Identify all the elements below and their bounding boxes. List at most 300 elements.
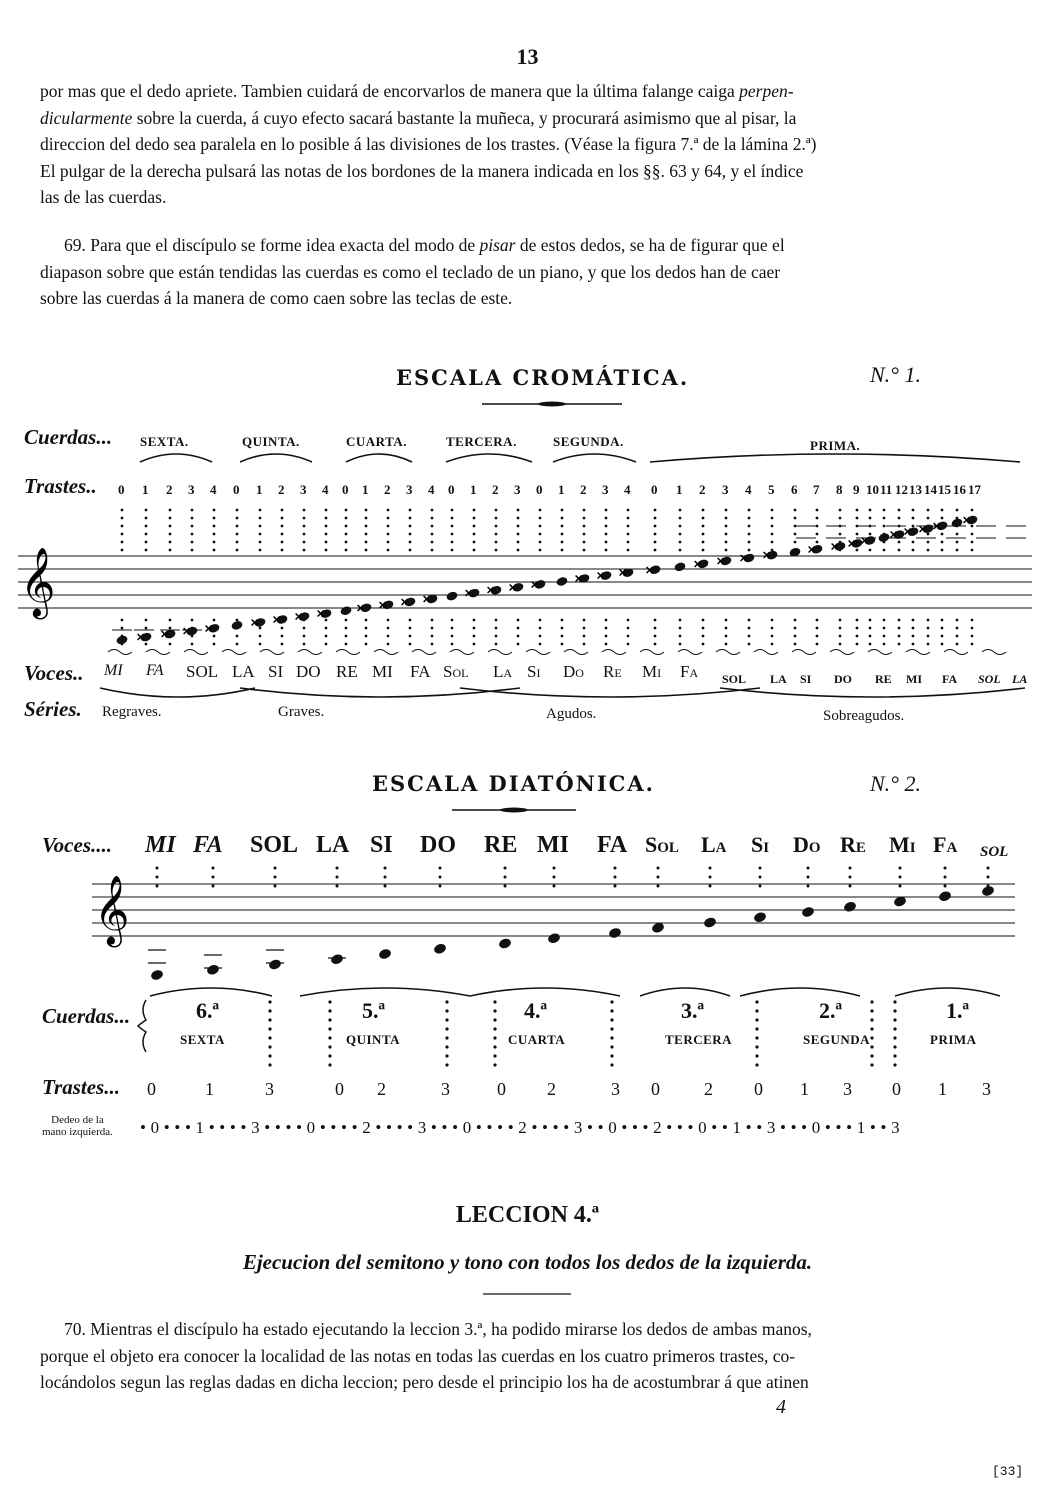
accidental: ✕ (204, 623, 214, 636)
fret-number: 1 (142, 482, 149, 497)
dot (856, 627, 859, 630)
dot (145, 525, 148, 528)
dot (561, 549, 564, 552)
dot (605, 509, 608, 512)
dot (927, 635, 930, 638)
dot (268, 1045, 271, 1048)
dot (303, 525, 306, 528)
dot (583, 509, 586, 512)
voice-name: Mi (642, 662, 662, 681)
voice-name: RE (336, 662, 358, 681)
note-head (268, 958, 282, 971)
dot (409, 541, 412, 544)
fret-number: 3 (300, 482, 307, 497)
note-head (230, 620, 243, 631)
dot (259, 525, 262, 528)
dot (748, 643, 751, 646)
dot (473, 533, 476, 536)
dot (121, 509, 124, 512)
string-name: PRIMA. (810, 438, 861, 453)
dot (325, 509, 328, 512)
dot (794, 541, 797, 544)
dot (409, 525, 412, 528)
dot (493, 1018, 496, 1021)
voice-name: SOL (978, 672, 1001, 686)
dot (365, 541, 368, 544)
dot (191, 549, 194, 552)
dot (387, 627, 390, 630)
dot (702, 517, 705, 520)
accidental: ✕ (160, 629, 170, 642)
dot (445, 1009, 448, 1012)
dot (345, 533, 348, 536)
ornament (830, 650, 854, 655)
note-head (555, 576, 568, 587)
dot (893, 1009, 896, 1012)
dot (748, 549, 751, 552)
accidental: ✕ (294, 611, 304, 624)
dot (794, 643, 797, 646)
note-head (498, 937, 512, 950)
voice-name: Re (603, 662, 622, 681)
dot (495, 549, 498, 552)
dot (883, 635, 886, 638)
dot (281, 541, 284, 544)
note-head (703, 916, 717, 929)
voice-name: LA (770, 672, 787, 686)
dot (212, 876, 215, 879)
dot (169, 541, 172, 544)
dot (336, 885, 339, 888)
fret-number: 3 (611, 1079, 620, 1099)
dot (794, 619, 797, 622)
accidental: ✕ (182, 626, 192, 639)
dot (303, 643, 306, 646)
note-head (801, 906, 815, 919)
dot (883, 619, 886, 622)
dot (971, 549, 974, 552)
dot (325, 533, 328, 536)
dot (473, 525, 476, 528)
dot (971, 635, 974, 638)
fret-number: 4 (624, 482, 631, 497)
dot (702, 627, 705, 630)
dot (191, 533, 194, 536)
dot (539, 517, 542, 520)
dot (384, 867, 387, 870)
dot (345, 627, 348, 630)
dot (816, 533, 819, 536)
dot (191, 525, 194, 528)
dot (156, 867, 159, 870)
dot (725, 549, 728, 552)
dot (213, 619, 216, 622)
dot (869, 627, 872, 630)
fret-number: 2 (166, 482, 173, 497)
dot (365, 619, 368, 622)
dot (627, 643, 630, 646)
dot (912, 509, 915, 512)
diatonic-scale-number: N.° 2. (870, 771, 921, 796)
ornament (222, 650, 246, 655)
dot (431, 517, 434, 520)
dot (755, 1036, 758, 1039)
dot (583, 627, 586, 630)
dot (504, 876, 507, 879)
series-graves: Graves. (278, 704, 325, 720)
dot (539, 635, 542, 638)
dot (883, 627, 886, 630)
dot (345, 509, 348, 512)
voice-name: SI (370, 832, 393, 858)
dot (325, 627, 328, 630)
dot (771, 635, 774, 638)
dot (912, 643, 915, 646)
fret-number: 2 (580, 482, 587, 497)
dot (268, 1036, 271, 1039)
fret-number: 0 (651, 482, 658, 497)
dot (431, 509, 434, 512)
voice-name: Sol (443, 662, 469, 681)
fret-number: 3 (602, 482, 609, 497)
dot (583, 533, 586, 536)
string-number: 2.ª (819, 998, 843, 1023)
dot (303, 541, 306, 544)
dot (345, 635, 348, 638)
dot (898, 517, 901, 520)
dot (213, 525, 216, 528)
dot (451, 525, 454, 528)
dot (365, 549, 368, 552)
dot (169, 517, 172, 520)
dot (281, 533, 284, 536)
dot (898, 619, 901, 622)
voice-name: LA (316, 832, 350, 858)
dot (794, 509, 797, 512)
dot (495, 509, 498, 512)
dot (213, 533, 216, 536)
dot (748, 619, 751, 622)
dot (610, 1063, 613, 1066)
treble-clef: 𝄞 (20, 547, 56, 617)
dot (748, 627, 751, 630)
fret-number: 3 (514, 482, 521, 497)
dot (387, 619, 390, 622)
dot (473, 549, 476, 552)
string-brace (740, 988, 860, 996)
fret-number: 0 (147, 1079, 156, 1099)
dot (561, 643, 564, 646)
dot (654, 541, 657, 544)
dot (274, 867, 277, 870)
dot (473, 509, 476, 512)
dot (561, 635, 564, 638)
dot (987, 867, 990, 870)
dot (794, 525, 797, 528)
dot (971, 509, 974, 512)
dot (883, 509, 886, 512)
text-line: 70. Mientras el discípulo ha estado ejecutando la leccion 3.ª, ha podido mirarse los dedos de ambas manos, (64, 1319, 812, 1339)
accidental: ✕ (962, 515, 972, 527)
dot (614, 867, 617, 870)
dot (156, 885, 159, 888)
text-line: porque el objeto era conocer la localidad de las notas en todas las cuerdas en los cuatro primeros trastes, co- (40, 1345, 796, 1366)
dot (927, 619, 930, 622)
ornament (526, 650, 550, 655)
dot (987, 885, 990, 888)
dot (325, 549, 328, 552)
dot (281, 549, 284, 552)
dot (725, 517, 728, 520)
dot (281, 635, 284, 638)
dot (748, 509, 751, 512)
dot (748, 635, 751, 638)
dot (610, 1018, 613, 1021)
dot (899, 876, 902, 879)
accidental: ✕ (693, 558, 703, 571)
ornament (146, 650, 170, 655)
dot (748, 525, 751, 528)
dot (794, 635, 797, 638)
dot (971, 541, 974, 544)
dot (274, 876, 277, 879)
voice-name: DO (420, 832, 456, 858)
accidental: ✕ (932, 520, 942, 533)
fret-number: 0 (342, 482, 349, 497)
dot (657, 885, 660, 888)
dot (654, 517, 657, 520)
fret-number: 7 (813, 482, 820, 497)
dot (771, 509, 774, 512)
voice-name: SOL (250, 832, 299, 858)
dot (259, 549, 262, 552)
dot (725, 635, 728, 638)
dot (614, 885, 617, 888)
dot (816, 643, 819, 646)
dot (807, 867, 810, 870)
dot (771, 643, 774, 646)
dot (971, 533, 974, 536)
fret-number: 10 (866, 482, 879, 497)
dot (409, 643, 412, 646)
dot (561, 517, 564, 520)
dot (493, 1009, 496, 1012)
dot (121, 549, 124, 552)
dot (839, 509, 842, 512)
dot (451, 549, 454, 552)
note-head (115, 634, 128, 645)
fret-number: 0 (233, 482, 240, 497)
dot (839, 627, 842, 630)
ornament (944, 650, 968, 655)
fret-number: 2 (492, 482, 499, 497)
cuerdas-label: Cuerdas... (24, 425, 113, 449)
dot (345, 643, 348, 646)
dot (839, 619, 842, 622)
ornament (982, 650, 1006, 655)
dot (493, 1063, 496, 1066)
dot (451, 533, 454, 536)
dot (657, 876, 660, 879)
voice-name: FA (410, 662, 431, 681)
dot (679, 549, 682, 552)
dot (336, 876, 339, 879)
dot (893, 1027, 896, 1030)
dot (771, 525, 774, 528)
dot (725, 541, 728, 544)
dot (439, 867, 442, 870)
dot (971, 627, 974, 630)
dot (870, 1009, 873, 1012)
dot (927, 549, 930, 552)
dot (236, 619, 239, 622)
dot (561, 525, 564, 528)
lesson-subtitle: Ejecucion del semitono y tono con todos los dedos de la izquierda. (242, 1250, 813, 1274)
dot (748, 517, 751, 520)
voice-name: SOL (722, 672, 747, 686)
dot (236, 517, 239, 520)
dot (553, 876, 556, 879)
dot (328, 1036, 331, 1039)
dot (725, 643, 728, 646)
fret-number: 1 (558, 482, 565, 497)
fret-number: 1 (938, 1079, 947, 1099)
dot (725, 509, 728, 512)
dot (941, 533, 944, 536)
ornament (792, 650, 816, 655)
dot (561, 533, 564, 536)
dot (856, 643, 859, 646)
dot (912, 619, 915, 622)
dot (679, 619, 682, 622)
note-head (339, 605, 352, 616)
ornament (754, 650, 778, 655)
dot (325, 525, 328, 528)
dot (702, 525, 705, 528)
dot (431, 619, 434, 622)
accidental: ✕ (807, 544, 817, 557)
dot (387, 549, 390, 552)
dot (274, 885, 277, 888)
dot (431, 643, 434, 646)
dot (956, 635, 959, 638)
ornament (564, 650, 588, 655)
dot (504, 867, 507, 870)
accidental: ✕ (486, 585, 496, 598)
accidental: ✕ (847, 538, 857, 551)
dot (303, 509, 306, 512)
string-name: TERCERA. (446, 434, 517, 449)
dot (495, 533, 498, 536)
dot (849, 885, 852, 888)
dot (794, 517, 797, 520)
fret-number: 1 (256, 482, 263, 497)
dot (941, 635, 944, 638)
fret-number: 2 (704, 1079, 713, 1099)
dot (759, 867, 762, 870)
string-name: CUARTA (508, 1032, 566, 1047)
dot (213, 509, 216, 512)
dot (702, 619, 705, 622)
dot (816, 627, 819, 630)
ornament (450, 650, 474, 655)
dot (870, 1036, 873, 1039)
fingering-label-line: Dedeo de la (51, 1114, 104, 1126)
dot (236, 549, 239, 552)
voice-name: DO (296, 662, 321, 681)
dot (539, 643, 542, 646)
ornament (602, 650, 626, 655)
dot (517, 627, 520, 630)
accidental: ✕ (272, 614, 282, 627)
dot (561, 509, 564, 512)
dot (627, 525, 630, 528)
accidental: ✕ (889, 529, 899, 542)
dot (387, 525, 390, 528)
dot (654, 619, 657, 622)
voice-name: MI (104, 662, 123, 679)
note-head (753, 911, 767, 924)
dot (816, 635, 819, 638)
dot (409, 627, 412, 630)
dot (409, 549, 412, 552)
dot (702, 643, 705, 646)
dot (816, 541, 819, 544)
string-number: 4.ª (524, 998, 548, 1023)
note-head (150, 969, 164, 982)
accidental: ✕ (250, 617, 260, 630)
dot (679, 627, 682, 630)
fret-number: 15 (938, 482, 951, 497)
treble-clef: 𝄞 (94, 875, 130, 945)
dot (156, 876, 159, 879)
dot (384, 885, 387, 888)
dot (755, 1027, 758, 1030)
dot (755, 1054, 758, 1057)
dot (893, 1018, 896, 1021)
dot (281, 627, 284, 630)
dot (539, 549, 542, 552)
dot (583, 517, 586, 520)
voces-label: Voces.... (42, 833, 112, 857)
dot (387, 635, 390, 638)
dot (345, 517, 348, 520)
dot (870, 1000, 873, 1003)
note-head (938, 890, 952, 903)
dot (328, 1018, 331, 1021)
dot (303, 635, 306, 638)
string-name: QUINTA. (242, 434, 300, 449)
dot (387, 643, 390, 646)
dot (145, 619, 148, 622)
dot (365, 533, 368, 536)
dot (605, 533, 608, 536)
accidental: ✕ (400, 596, 410, 609)
dot (504, 885, 507, 888)
fret-number: 5 (768, 482, 775, 497)
dot (944, 876, 947, 879)
dot (807, 885, 810, 888)
dot (898, 627, 901, 630)
text-line: locándolos segun las reglas dadas en dicha leccion; pero desde el principio los ha de acostumbrar á que atinen (40, 1372, 809, 1392)
dot (898, 635, 901, 638)
voice-name: Do (793, 832, 821, 857)
dot (941, 627, 944, 630)
dot (702, 549, 705, 552)
dot (583, 635, 586, 638)
dot (583, 643, 586, 646)
ornament (678, 650, 702, 655)
